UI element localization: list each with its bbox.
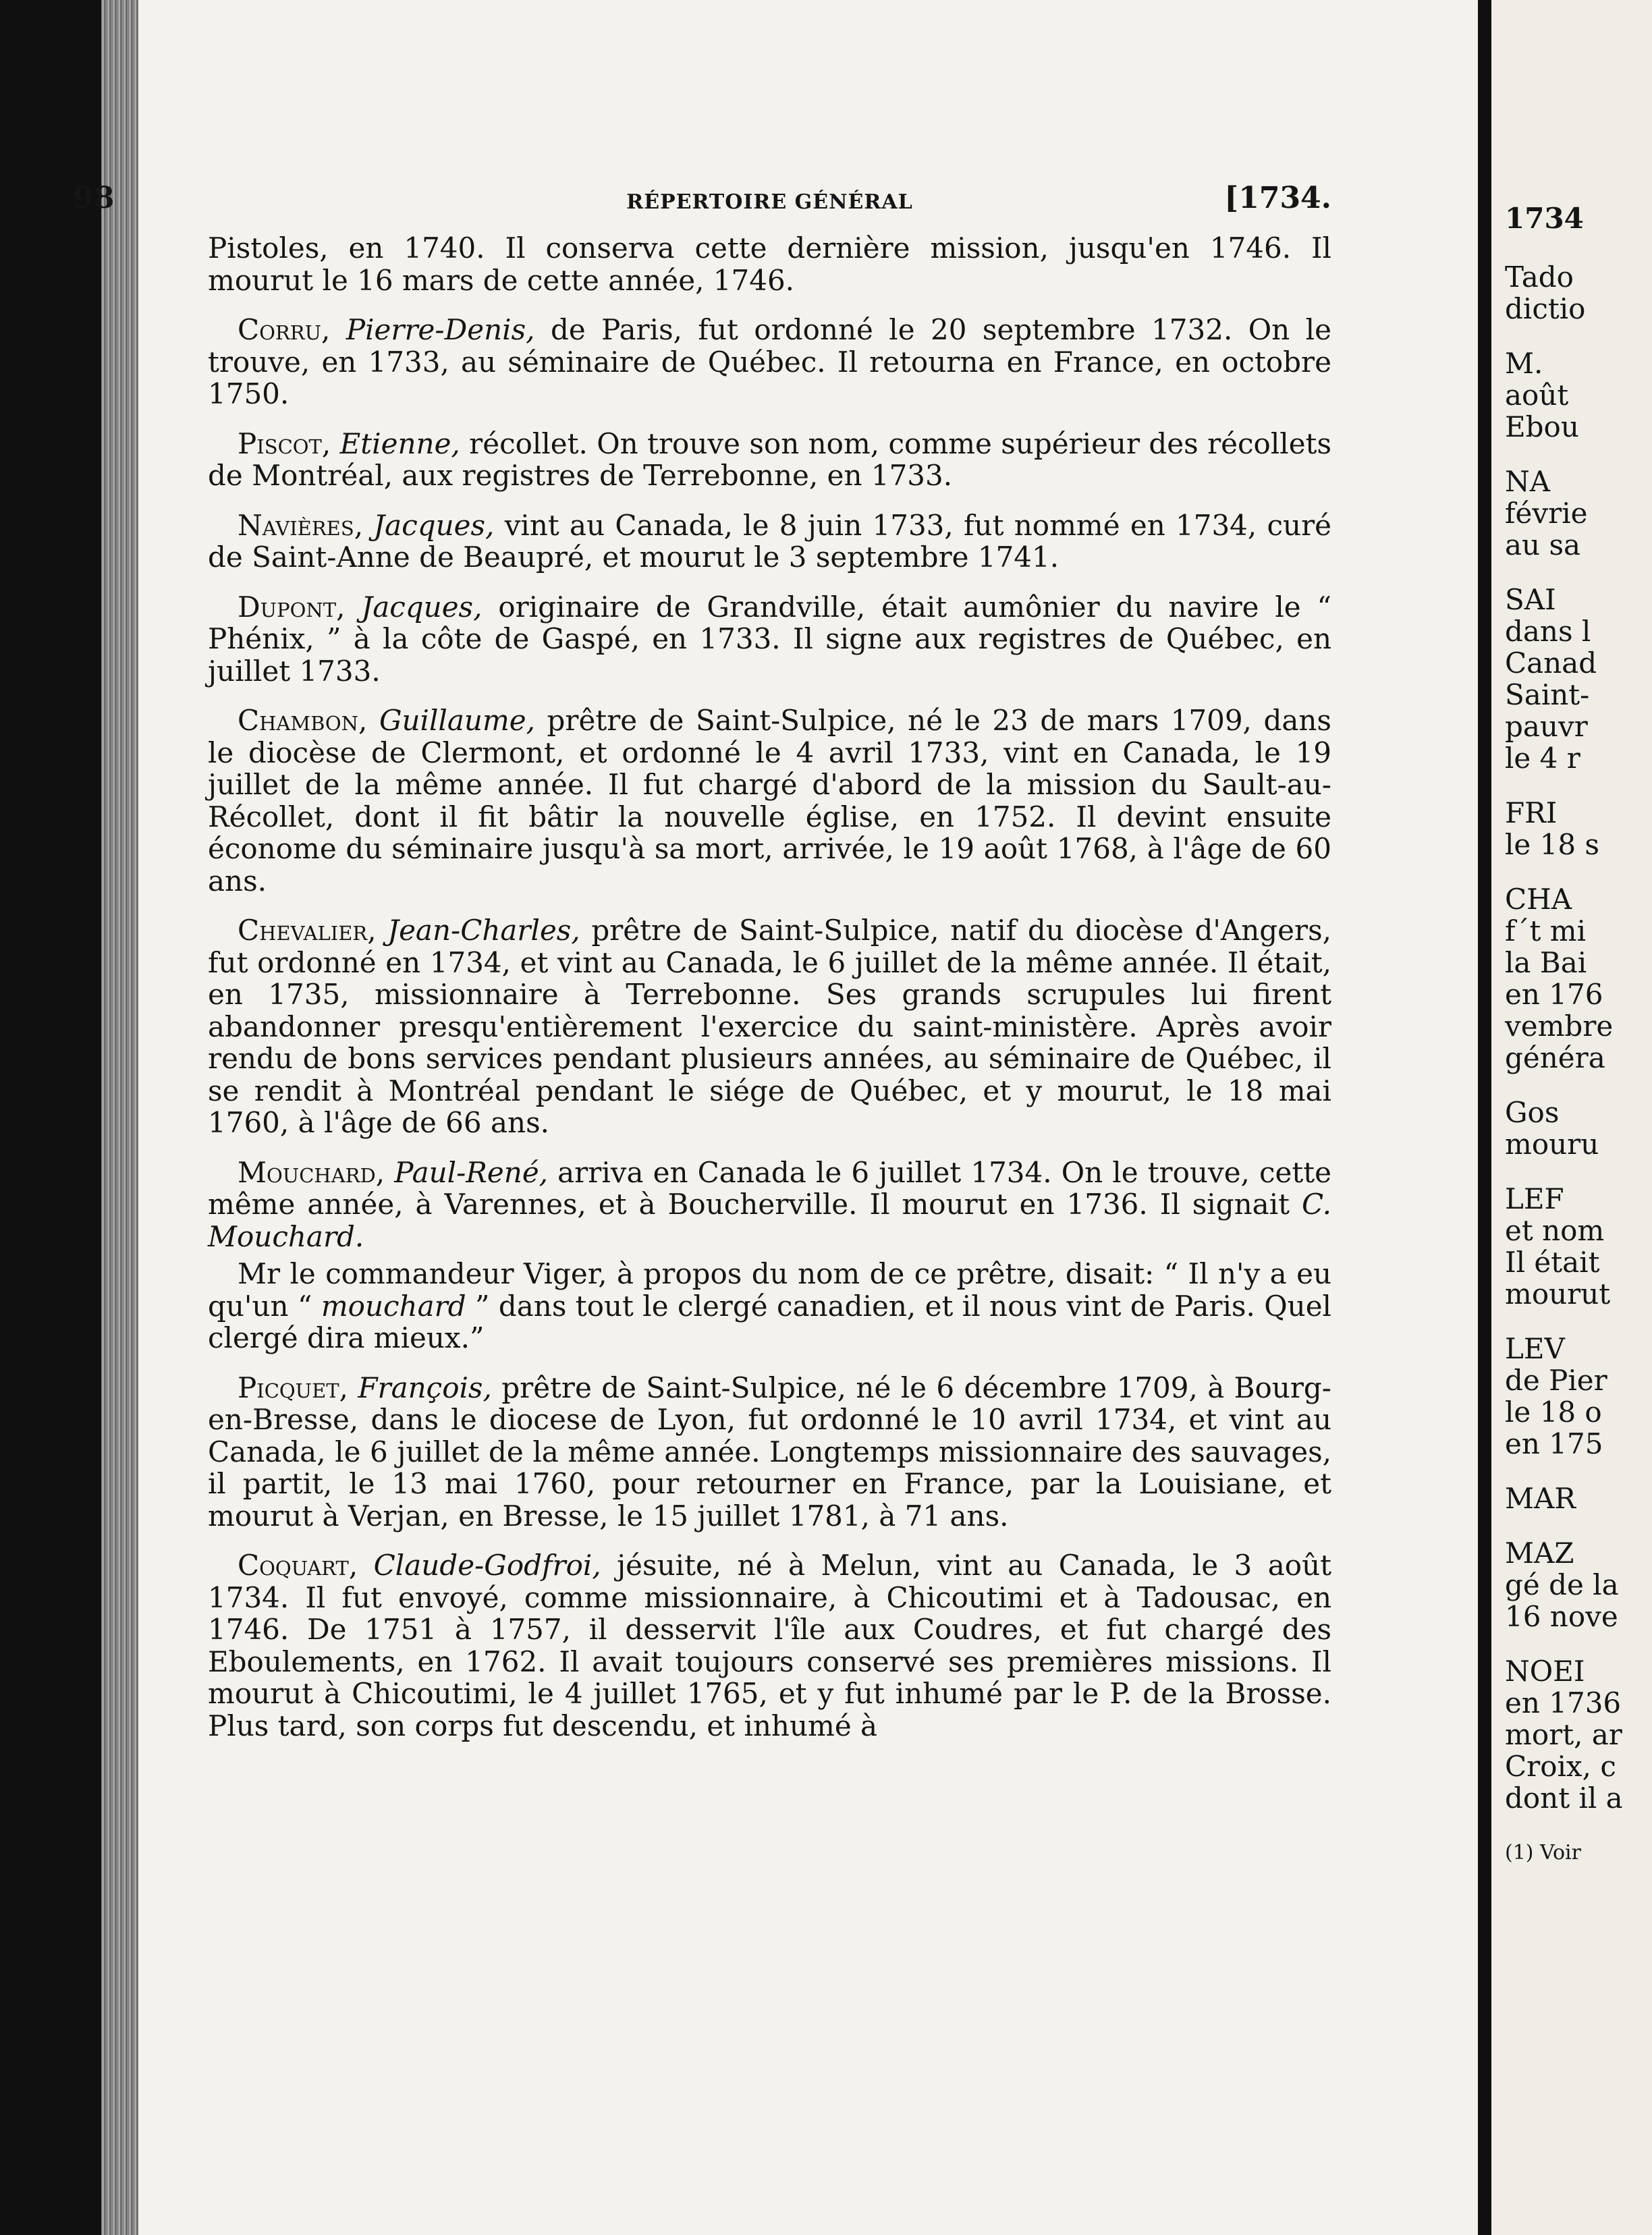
entry-paragraph [208,914,1331,1139]
left-page-content [73,181,1331,1759]
right-line: le 4 r [1505,742,1580,775]
entry-surname: Mouchard, [238,1155,385,1189]
right-line: au sa [1505,528,1581,561]
entry-given-name: Jean-Charles, [387,914,580,947]
entry-text: ” dans tout le clergé canadien, et il nous vint de Paris. Quel clergé dira mieux.” [208,1289,1331,1354]
entry-surname: Picquet, [238,1371,348,1404]
entry-text: récollet. On trouve son nom, comme supérieur des récollets de Montréal, aux registres de Terrebonne, en 1733. [208,426,1331,492]
entry-surname: Piscot, [238,426,331,460]
entry-surname: Chambon, [238,704,368,737]
page-number: 98 [73,181,115,215]
entry-text: vint au Canada, le 8 juin 1733, fut nommé en 1734, curé de Saint-Anne de Beaupré, et mourut le 3 septembre 1741. [208,508,1331,574]
right-line: pauvr [1505,710,1588,743]
entry-text: Mr le commandeur Viger, à propos du nom de ce prêtre, disait: “ Il n'y a eu qu'un “ [208,1257,1331,1323]
right-line: le 18 o [1505,1396,1602,1429]
entry-paragraph [208,1157,1331,1253]
right-line: Tado [1505,260,1574,294]
right-line: LEV [1505,1332,1565,1365]
right-line: dont il a [1505,1782,1623,1815]
running-header [73,181,1331,223]
right-line: de Pier [1505,1364,1607,1397]
right-line: mouru [1505,1128,1599,1161]
entry-surname: Dupont, [238,590,346,624]
entry-paragraph: Pistoles, en 1740. Il conserva cette dernière mission, jusqu'en 1746. Il mourut le 16 mars de cette année, 1746. [208,231,1331,297]
right-line: la Bai [1505,946,1587,979]
right-line: mourut [1505,1277,1611,1310]
right-page-fragment [1505,202,1652,1869]
right-line: MAZ [1505,1537,1574,1570]
entry-given-name: Jacques, [373,508,495,542]
entry-text: de Paris, fut ordonné le 20 septembre 1732. On le trouve, en 1733, au séminaire de Québec. Il retourna en France, en octobre 1750. [208,313,1331,410]
entry-surname: Corru, [238,313,331,346]
header-year: [1734. [1224,181,1331,215]
entry-text: originaire de Grandville, était aumônier du navire le “ Phénix, ” à la côte de Gaspé, en 1733. Il signe aux registres de Québec, en juillet 1733. [208,590,1331,688]
right-line: en 175 [1505,1427,1603,1460]
right-line: dictio [1505,292,1586,325]
entry-given-name: Etienne, [339,426,460,460]
page-stack-edge [101,0,142,2235]
right-line: 16 nove [1505,1600,1618,1633]
entry-paragraph [208,1549,1331,1742]
entry-text: prêtre de Saint-Sulpice, natif du diocèse d'Angers, fut ordonné en 1734, et vint au Canada, le 6 juillet de la même année. Il était, en 1735, missionnaire à Terrebonne. Ses grands scrupules lui firent abandonner presqu'entièrement l'exercice du saint-ministère. Après avoir rendu de bons services pendant plusieurs années, au séminaire de Québec, il se rendit à Montréal pendant le siége de Québec, et y mourut, le 18 mai 1760, à l'âge de 66 ans. [208,914,1331,1139]
entry-paragraph [208,1372,1331,1533]
entry-text: prêtre de Saint-Sulpice, né le 23 de mars 1709, dans le diocèse de Clermont, et ordonné le 4 avril 1733, vint en Canada, le 19 juillet de la même année. Il fut chargé d'abord de la mission du Sault-au-Récollet, dont il fit bâtir la nouvelle église, en 1752. Il devint ensuite économe du séminaire jusqu'à sa mort, arrivée, le 19 août 1768, à l'âge de 60 ans. [208,704,1331,898]
right-line: août [1505,379,1569,412]
entry-paragraph [208,705,1331,897]
entry-given-name: Jacques, [361,590,483,624]
right-line: en 176 [1505,978,1603,1011]
entry-paragraph [208,509,1331,574]
right-line: févrie [1505,497,1588,530]
entry-paragraph [208,314,1331,410]
page-title: RÉPERTOIRE GÉNÉRAL [626,190,913,214]
right-line: gé de la [1505,1568,1619,1601]
right-line: MAR [1505,1482,1576,1515]
right-line: Canad [1505,646,1597,680]
right-line: NOEI [1505,1655,1585,1688]
right-line: LEF [1505,1182,1564,1215]
right-line: Croix, c [1505,1750,1616,1783]
entry-surname: Chevalier, [238,914,377,947]
entry-quote: mouchard [321,1289,466,1323]
right-line: le 18 s [1505,828,1599,861]
right-line: NA [1505,465,1551,498]
entry-paragraph [208,1258,1331,1354]
right-line: dans l [1505,615,1591,648]
right-line: Il était [1505,1246,1600,1279]
right-line: Ebou [1505,410,1579,443]
entry-given-name: Guillaume, [379,704,535,737]
entry-text: jésuite, né à Melun, vint au Canada, le 3 août 1734. Il fut envoyé, comme missionnaire, à Chicoutimi et à Tadousac, en 1746. De 1751 à 1757, il desservit l'île aux Coudres, et fut chargé des Eboulements, en 1762. Il avait toujours conservé ses premières missions. Il mourut à Chicoutimi, le 4 juillet 1765, et y fut inhumé par le P. de la Brosse. Plus tard, son corps fut descendu, et inhumé à [208,1549,1331,1742]
entry-surname: Coquart, [238,1549,358,1582]
entry-text: prêtre de Saint-Sulpice, né le 6 décembre 1709, à Bourg-en-Bresse, dans le diocese de Lyon, fut ordonné le 10 avril 1734, et vint au Canada, le 6 juillet de la même année. Longtemps missionnaire des sauvages, il partit, le 13 mai 1760, pour retourner en France, par la Louisiane, et mourut à Verjan, en Bresse, le 15 juillet 1781, à 71 ans. [208,1371,1331,1533]
entry-given-name: François, [358,1371,492,1404]
right-footnote: (1) Voir [1505,1841,1581,1865]
right-line: FRI [1505,796,1558,829]
entry-paragraph [208,591,1331,688]
right-line: mort, ar [1505,1718,1622,1751]
right-line: CHA [1505,883,1572,916]
right-line: généra [1505,1041,1605,1074]
entry-given-name: Paul-René, [394,1155,549,1189]
right-line: SAI [1505,583,1556,616]
entry-paragraph [208,428,1331,492]
entry-given-name: Claude-Godfroi, [373,1549,601,1582]
right-line: Saint- [1505,678,1590,711]
right-line: f´t mi [1505,914,1587,947]
right-line: M. [1505,347,1543,380]
right-line: en 1736 [1505,1686,1622,1719]
entry-given-name: Pierre-Denis, [346,313,535,346]
right-page-header: 1734 [1505,202,1584,235]
entry-signature: C. Mouchard. [208,1188,1331,1253]
right-line: Gos [1505,1096,1560,1129]
entry-surname: Navières, [238,508,364,542]
right-line: et nom [1505,1214,1605,1247]
right-line: vembre [1505,1010,1614,1043]
entry-text: arriva en Canada le 6 juillet 1734. On le trouve, cette même année, à Varennes, et à Boucherville. Il mourut en 1736. Il signait [208,1155,1331,1221]
